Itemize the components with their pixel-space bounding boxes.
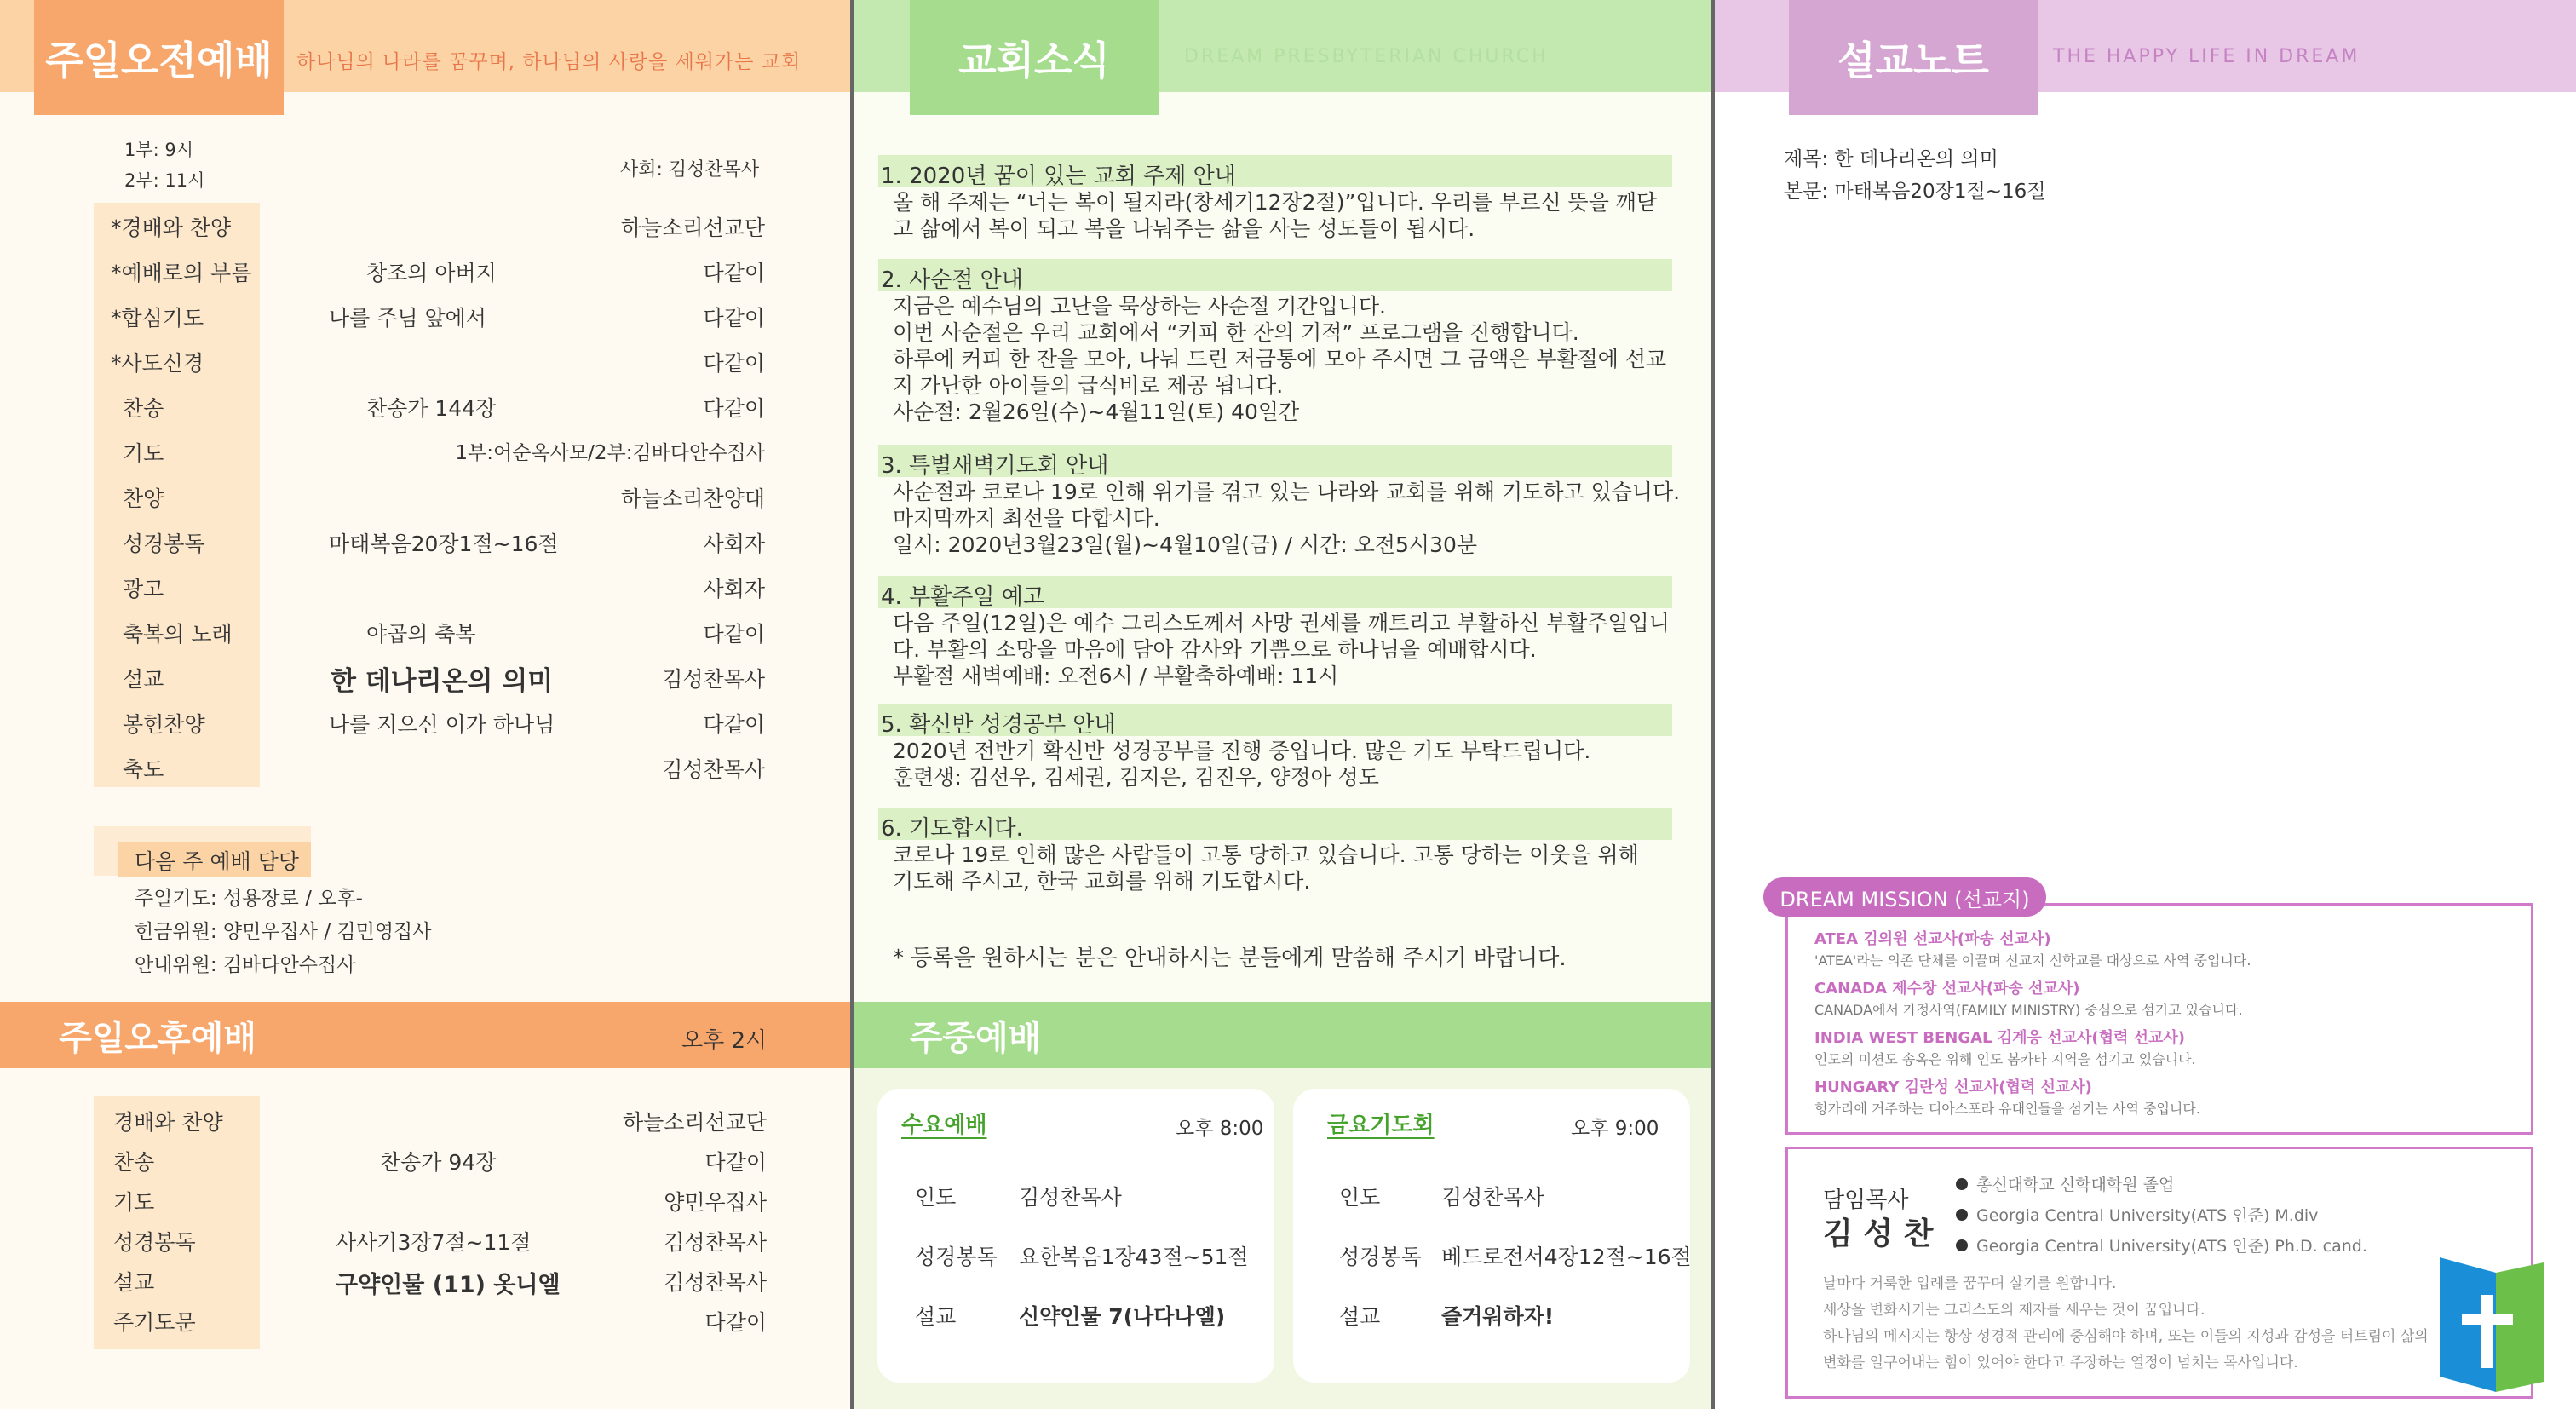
pastor-bio-line: 변화를 일구어내는 힘이 있어야 한다고 주장하는 열정이 넘치는 목사입니다. xyxy=(1823,1354,2298,1372)
news-line: 코로나 19로 인해 많은 사람들이 고통 당하고 있습니다. 고통 당하는 이웃을 위해 xyxy=(893,843,1639,867)
news-line: 고 삶에서 복이 되고 복을 나눠주는 삶을 사는 성도들이 됩시다. xyxy=(893,216,1475,241)
order-item-label: *예배로의 부름 xyxy=(111,261,252,285)
news-line: 지 가난한 아이들의 급식비로 제공 됩니다. xyxy=(893,373,1284,398)
order-item-person: 다같이 xyxy=(703,622,765,647)
wed-row-key: 설교 xyxy=(915,1304,957,1329)
sermon-title: 제목: 한 데나리온의 의미 xyxy=(1784,148,1998,170)
order-item-person: 김성찬목사 xyxy=(662,757,765,782)
order-item-label: 찬송 xyxy=(123,396,164,421)
bullet-icon xyxy=(1956,1239,1968,1251)
afternoon-item-person: 다같이 xyxy=(704,1310,767,1335)
news-line: 사순절: 2월26일(수)~4월11일(토) 40일간 xyxy=(893,400,1300,424)
order-item-label: 찬양 xyxy=(123,486,164,511)
afternoon-item-label: 설교 xyxy=(113,1270,155,1295)
order-item-content: 찬송가 144장 xyxy=(366,396,497,421)
pastor-credential: Georgia Central University(ATS 인준) Ph.D. cand. xyxy=(1976,1237,2367,1256)
news-line: 훈련생: 김선우, 김세권, 김지은, 김진우, 양정아 성도 xyxy=(893,765,1379,790)
order-item-person: 다같이 xyxy=(703,396,765,421)
news-line: 기도해 주시고, 한국 교회를 위해 기도합시다. xyxy=(893,869,1311,894)
mission-name: HUNGARY 김란성 선교사(협력 선교사) xyxy=(1814,1078,2092,1096)
pastor-bio-line: 하나님의 메시지는 항상 성경적 관리에 중심해야 하며, 또는 이들의 지성과 감성을 터트림이 삶의 xyxy=(1823,1328,2429,1345)
news-line: 일시: 2020년3월23일(월)~4월10일(금) / 시간: 오전5시30분 xyxy=(893,532,1478,557)
pastor-bio-line: 세상을 변화시키는 그리스도의 제자를 세우는 것이 꿈입니다. xyxy=(1823,1302,2205,1319)
news-heading: 5. 확신반 성경공부 안내 xyxy=(881,712,1116,738)
order-item-label: 축복의 노래 xyxy=(123,622,233,647)
moderator: 사회: 김성찬목사 xyxy=(620,159,760,181)
weekly-title: 주중예배 xyxy=(909,1017,1042,1058)
mission-desc: 인도의 미션도 송옥은 위해 인도 봄카타 지역을 섬기고 있습니다. xyxy=(1814,1051,2196,1067)
afternoon-title: 주일오후예배 xyxy=(59,1017,256,1058)
fri-row-value: 즐거워하자! xyxy=(1441,1304,1555,1329)
mission-name: ATEA 김의원 선교사(파송 선교사) xyxy=(1814,930,2051,948)
fri-row-value: 김성찬목사 xyxy=(1441,1185,1544,1210)
news-line: 올 해 주제는 “너는 복이 될지라(창세기12장2절)”입니다. 우리를 부르신 뜻을 깨닫 xyxy=(893,190,1658,215)
order-item-label: *사도신경 xyxy=(111,351,204,376)
mission-desc: CANADA에서 가정사역(FAMILY MINISTRY) 중심으로 섬기고 있습니다. xyxy=(1814,1002,2243,1018)
pastor-name: 김 성 찬 xyxy=(1823,1216,1934,1251)
mission-name: CANADA 제수창 선교사(파송 선교사) xyxy=(1814,980,2080,998)
note-title: 설교노트 xyxy=(1789,0,2038,115)
afternoon-item-label: 기도 xyxy=(113,1190,155,1215)
news-line: 이번 사순절은 우리 교회에서 “커피 한 잔의 기적” 프로그램을 진행합니다. xyxy=(893,320,1579,345)
afternoon-item-person: 하늘소리선교단 xyxy=(622,1110,767,1135)
next-week-title: 다음 주 예배 담당 xyxy=(135,849,299,874)
pastor-credential: 총신대학교 신학대학원 졸업 xyxy=(1976,1176,2175,1194)
wed-row-key: 인도 xyxy=(915,1185,957,1210)
afternoon-item-content: 구약인물 (11) 옷니엘 xyxy=(336,1272,561,1298)
morning-subtitle: 하나님의 나라를 꿈꾸며, 하나님의 사랑을 세워가는 교회 xyxy=(296,51,802,73)
next-week-line: 헌금위원: 양민우집사 / 김민영집사 xyxy=(135,921,432,943)
order-item-content: 마태복음20장1절~16절 xyxy=(329,532,559,556)
order-item-label: 성경봉독 xyxy=(123,532,205,556)
news-line: 하루에 커피 한 잔을 모아, 나눠 드린 저금통에 모아 주시면 그 금액은 부활절에 선교 xyxy=(893,347,1667,371)
order-label-column xyxy=(94,203,260,787)
news-line: 마지막까지 최선을 다합시다. xyxy=(893,506,1160,531)
wed-row-value: 요한복음1장43절~51절 xyxy=(1019,1245,1249,1269)
order-item-label: 축도 xyxy=(123,757,164,782)
pastor-role: 담임목사 xyxy=(1823,1188,1909,1213)
mission-title: DREAM MISSION (선교지) xyxy=(1763,877,2046,917)
order-item-person: 김성찬목사 xyxy=(662,667,765,692)
news-line: 지금은 예수님의 고난을 묵상하는 사순절 기간입니다. xyxy=(893,294,1386,319)
order-item-content: 나를 지으신 이가 하나님 xyxy=(329,712,555,737)
bullet-icon xyxy=(1956,1178,1968,1190)
news-line: 부활절 새벽예배: 오전6시 / 부활축하예배: 11시 xyxy=(893,664,1339,688)
panel-divider xyxy=(1711,0,1715,1409)
news-heading: 4. 부활주일 예고 xyxy=(881,584,1045,610)
order-item-person: 사회자 xyxy=(703,532,765,556)
news-heading: 3. 특별새벽기도회 안내 xyxy=(881,453,1109,479)
friday-card xyxy=(1293,1089,1690,1383)
pastor-bio-line: 날마다 거룩한 입례를 꿈꾸며 살기를 원합니다. xyxy=(1823,1275,2117,1292)
order-item-content: 한 데나리온의 의미 xyxy=(331,666,554,697)
order-item-label: 기도 xyxy=(123,441,164,466)
mission-name: INDIA WEST BENGAL 김계응 선교사(협력 선교사) xyxy=(1814,1029,2186,1047)
wed-row-key: 성경봉독 xyxy=(915,1245,998,1269)
order-item-person: 하늘소리선교단 xyxy=(620,216,765,240)
time-first: 1부: 9시 xyxy=(124,140,194,160)
next-week-line: 주일기도: 성용장로 / 오후- xyxy=(135,888,363,910)
afternoon-item-label: 성경봉독 xyxy=(113,1230,196,1255)
fri-row-value: 베드로전서4장12절~16절 xyxy=(1441,1245,1692,1269)
afternoon-item-person: 김성찬목사 xyxy=(664,1270,767,1295)
church-logo-icon xyxy=(2436,1252,2547,1397)
news-line: 사순절과 코로나 19로 인해 위기를 겪고 있는 나라와 교회를 위해 기도하고 있습니다. xyxy=(893,480,1681,504)
afternoon-item-content: 사사기3장7절~11절 xyxy=(336,1230,532,1255)
news-title: 교회소식 xyxy=(910,0,1159,115)
order-item-label: 봉헌찬양 xyxy=(123,712,205,737)
order-item-label: 광고 xyxy=(123,577,164,601)
order-item-person: 다같이 xyxy=(703,306,765,331)
afternoon-item-person: 김성찬목사 xyxy=(664,1230,767,1255)
wed-row-value: 신약인물 7(나다나엘) xyxy=(1019,1304,1226,1329)
fri-row-key: 설교 xyxy=(1339,1304,1381,1329)
mission-desc: 헝가리에 거주하는 디아스포라 유대인들을 섬기는 사역 중입니다. xyxy=(1814,1101,2200,1117)
note-subtitle: THE HAPPY LIFE IN DREAM xyxy=(2053,46,2360,67)
fri-row-key: 인도 xyxy=(1339,1185,1381,1210)
order-item-content: 야곱의 축복 xyxy=(366,622,476,647)
afternoon-item-label: 경배와 찬양 xyxy=(113,1110,223,1135)
wednesday-card xyxy=(877,1089,1274,1383)
order-item-label: *합심기도 xyxy=(111,306,204,331)
afternoon-item-person: 양민우집사 xyxy=(664,1190,767,1215)
afternoon-item-label: 찬송 xyxy=(113,1150,155,1175)
news-line: 다. 부활의 소망을 마음에 담아 감사와 기쁨으로 하나님을 예배합시다. xyxy=(893,637,1537,662)
news-heading: 6. 기도합시다. xyxy=(881,816,1023,842)
fri-row-key: 성경봉독 xyxy=(1339,1245,1422,1269)
news-subtitle: DREAM PRESBYTERIAN CHURCH xyxy=(1184,46,1549,67)
order-item-person: 사회자 xyxy=(703,577,765,601)
order-item-content: 창조의 아버지 xyxy=(366,261,497,285)
sermon-text: 본문: 마태복음20장1절~16절 xyxy=(1784,181,2046,203)
news-line: 다음 주일(12일)은 예수 그리스도께서 사망 권세를 깨트리고 부활하신 부활주일입니 xyxy=(893,611,1670,635)
friday-title: 금요기도회 xyxy=(1327,1113,1435,1138)
mission-desc: 'ATEA'라는 의존 단체를 이끌며 선교지 신학교를 대상으로 사역 중입니다. xyxy=(1814,952,2251,969)
registration-notice: * 등록을 원하시는 분은 안내하시는 분들에게 말씀해 주시기 바랍니다. xyxy=(893,946,1567,971)
next-week-line: 안내위원: 김바다안수집사 xyxy=(135,954,356,976)
afternoon-item-label: 주기도문 xyxy=(113,1310,196,1335)
bullet-icon xyxy=(1956,1209,1968,1221)
wednesday-title: 수요예배 xyxy=(901,1113,987,1138)
order-item-person: 1부:어순옥사모/2부:김바다안수집사 xyxy=(455,442,765,464)
order-item-person: 다같이 xyxy=(703,351,765,376)
order-item-person: 하늘소리찬양대 xyxy=(620,486,765,511)
morning-title: 주일오전예배 xyxy=(34,0,284,115)
afternoon-item-content: 찬송가 94장 xyxy=(380,1150,497,1175)
news-heading: 1. 2020년 꿈이 있는 교회 주제 안내 xyxy=(881,164,1236,189)
order-item-label: *경배와 찬양 xyxy=(111,216,232,240)
afternoon-time: 오후 2시 xyxy=(681,1028,768,1054)
wednesday-time: 오후 8:00 xyxy=(1176,1118,1264,1140)
pastor-credential: Georgia Central University(ATS 인준) M.div xyxy=(1976,1206,2319,1225)
wed-row-value: 김성찬목사 xyxy=(1019,1185,1122,1210)
order-item-person: 다같이 xyxy=(703,712,765,737)
news-heading: 2. 사순절 안내 xyxy=(881,267,1023,293)
order-item-content: 나를 주님 앞에서 xyxy=(329,306,486,331)
news-line: 2020년 전반기 확신반 성경공부를 진행 중입니다. 많은 기도 부탁드립니다. xyxy=(893,739,1591,763)
afternoon-item-person: 다같이 xyxy=(704,1150,767,1175)
friday-time: 오후 9:00 xyxy=(1571,1118,1659,1140)
time-second: 2부: 11시 xyxy=(124,170,205,191)
order-item-person: 다같이 xyxy=(703,261,765,285)
order-item-label: 설교 xyxy=(123,667,164,692)
